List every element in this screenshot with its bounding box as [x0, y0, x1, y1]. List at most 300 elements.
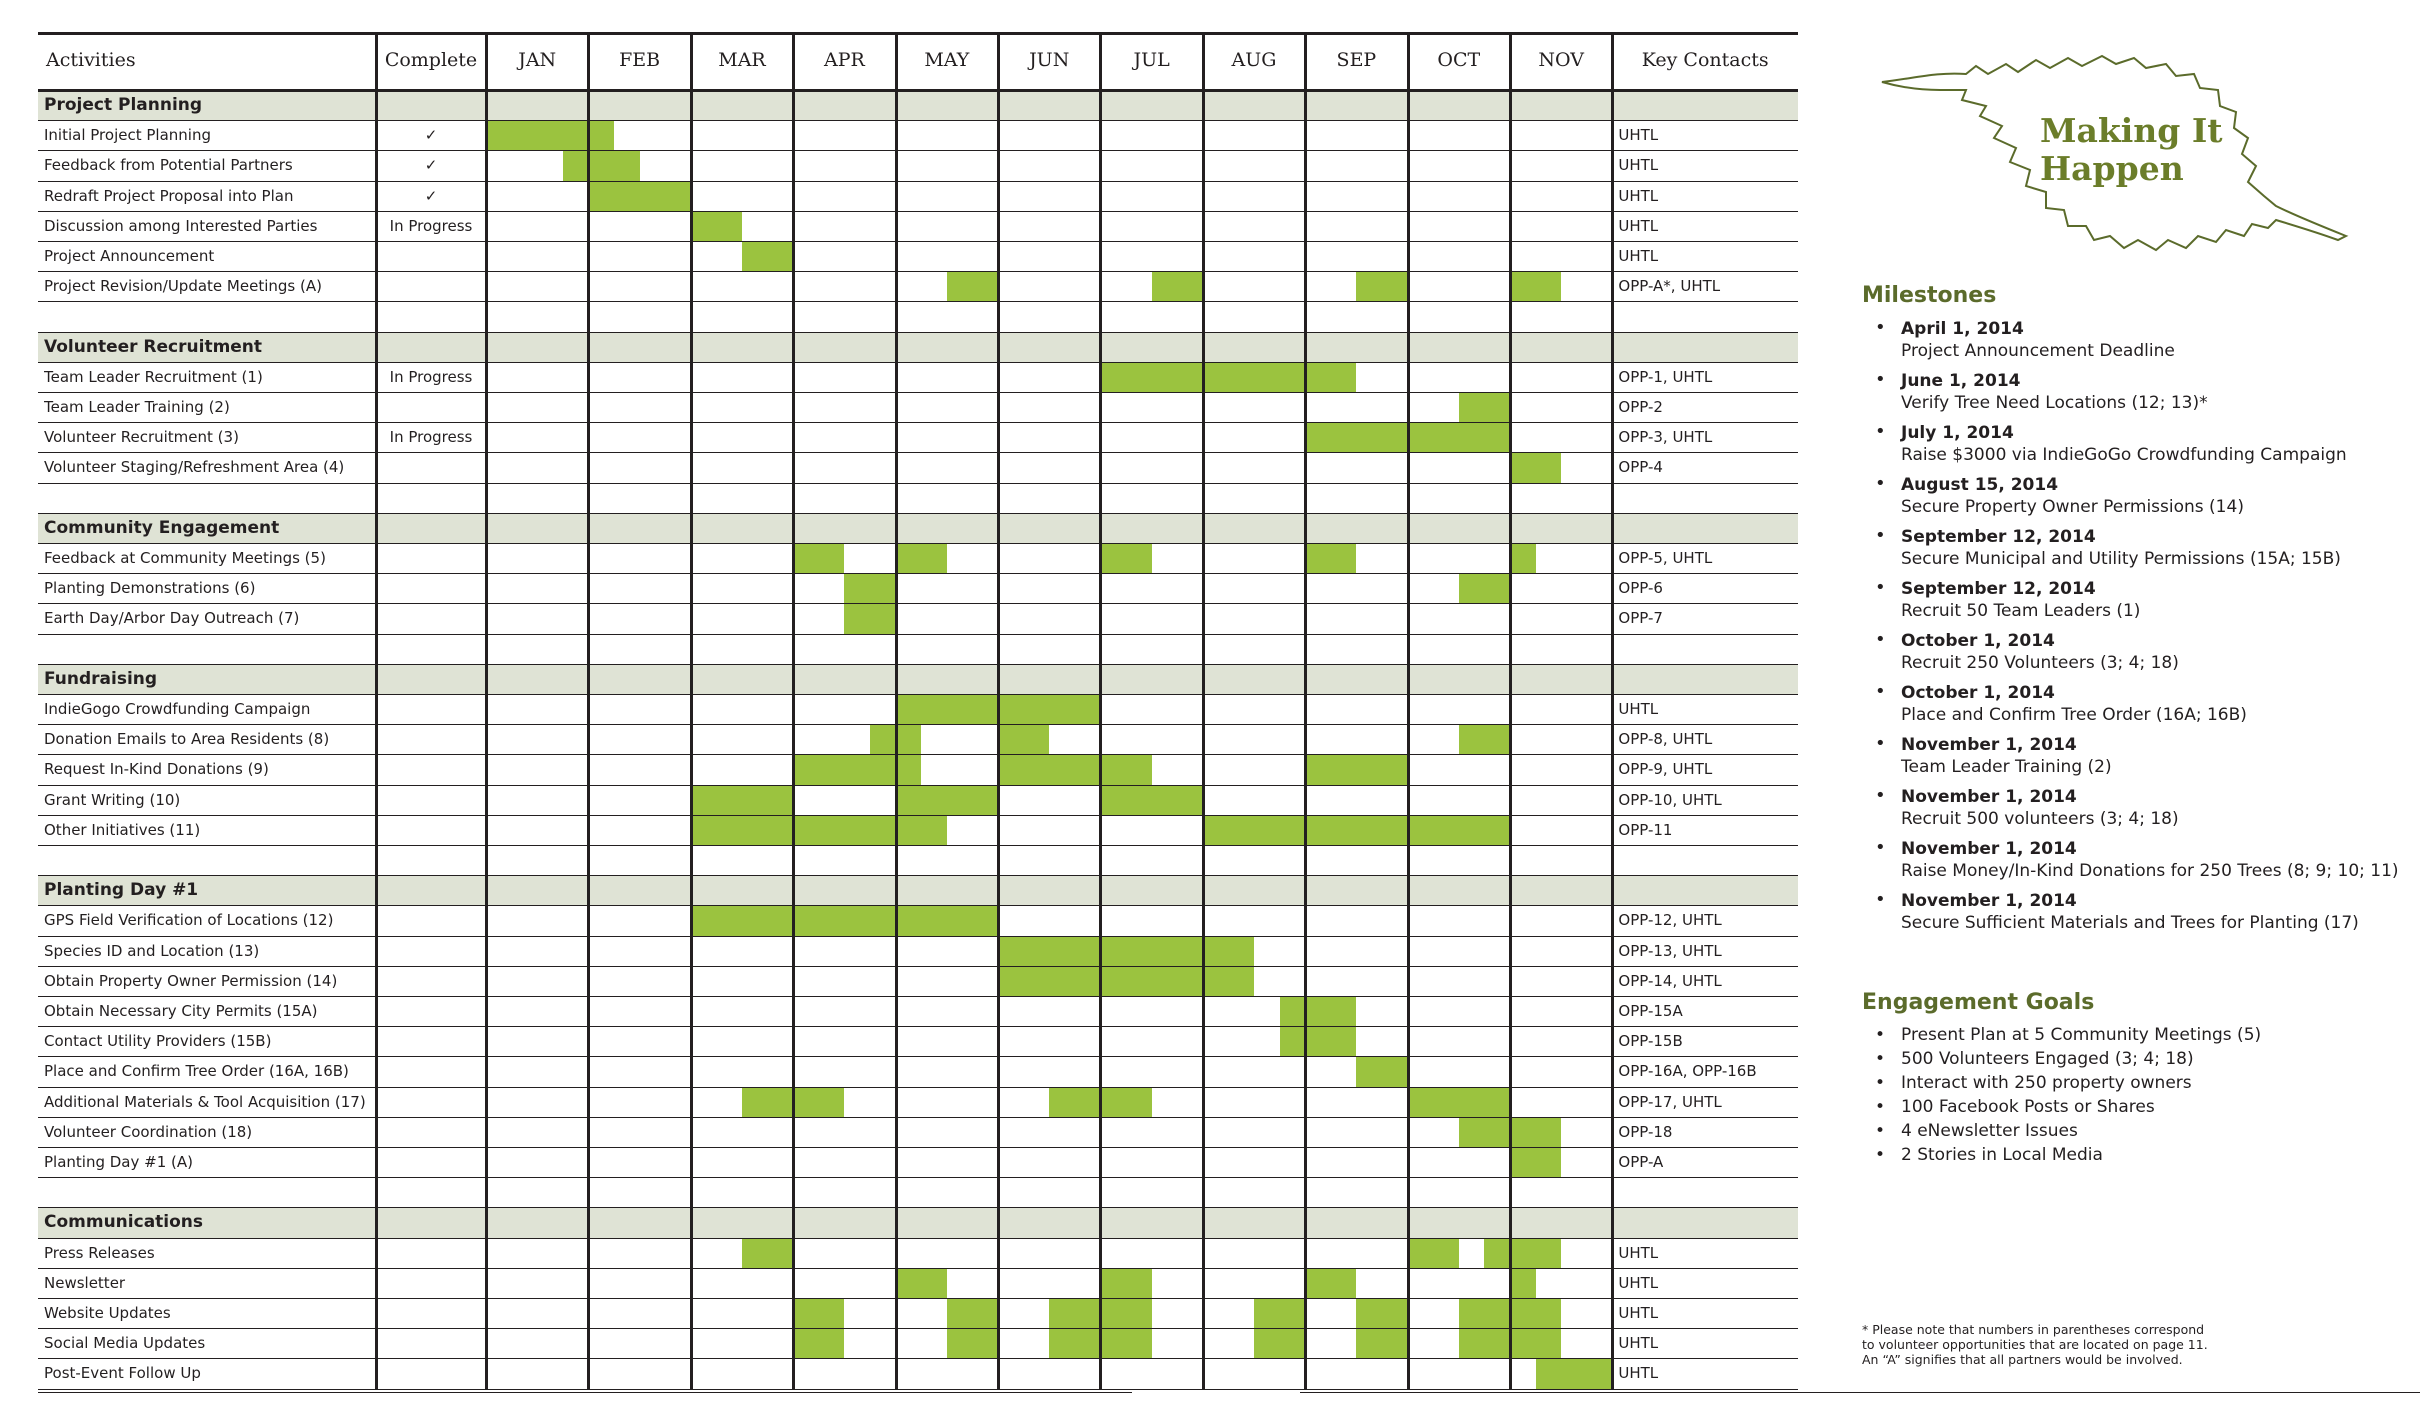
bullet-icon: •	[1875, 785, 1886, 806]
grid-line	[38, 845, 1798, 846]
timeline-bar	[1356, 1299, 1407, 1328]
timeline-bar	[742, 242, 793, 271]
activity-label: Discussion among Interested Parties	[44, 216, 318, 235]
timeline-bar	[1305, 1269, 1356, 1298]
milestone-date: September 12, 2014	[1901, 579, 2096, 599]
activity-label: Additional Materials & Tool Acquisition (17)	[44, 1092, 366, 1111]
bullet-icon: •	[1875, 317, 1886, 338]
timeline-bar	[1459, 725, 1510, 754]
activity-label: Feedback from Potential Partners	[44, 156, 293, 175]
grid-line	[38, 785, 1798, 786]
grid-line	[38, 1117, 1798, 1118]
timeline-bar	[1459, 393, 1510, 422]
milestone-item	[1875, 734, 2415, 778]
milestone-date: July 1, 2014	[1901, 423, 2014, 443]
footnote	[1862, 1322, 2252, 1367]
milestone-item	[1875, 578, 2415, 622]
timeline-bar	[1510, 544, 1536, 573]
timeline-bar	[1510, 272, 1561, 301]
timeline-bar	[947, 1329, 998, 1358]
complete-status	[376, 1358, 486, 1388]
complete-status	[376, 543, 486, 573]
complete-status	[376, 241, 486, 271]
timeline-bar	[691, 906, 998, 935]
grid-line	[38, 120, 1798, 121]
complete-status: In Progress	[389, 367, 473, 386]
milestone-text: Recruit 250 Volunteers (3; 4; 18)	[1901, 653, 2179, 673]
key-contact: OPP-4	[1618, 458, 1663, 477]
complete-status	[376, 392, 486, 422]
timeline-bar	[793, 544, 844, 573]
grid-line	[38, 483, 1798, 484]
milestone-text: Recruit 500 volunteers (3; 4; 18)	[1901, 809, 2179, 829]
complete-status	[376, 1328, 486, 1358]
header-month: JUL	[1133, 49, 1170, 72]
timeline-bar	[1100, 363, 1356, 392]
complete-status	[376, 573, 486, 603]
goal-text: Present Plan at 5 Community Meetings (5)	[1901, 1025, 2262, 1045]
milestone-text: Place and Confirm Tree Order (16A; 16B)	[1901, 705, 2247, 725]
complete-status	[376, 271, 486, 301]
bullet-icon: •	[1875, 577, 1886, 598]
grid-line	[38, 603, 1798, 604]
timeline-bar	[844, 604, 895, 633]
grid-line	[38, 936, 1798, 937]
timeline-bar	[1510, 1269, 1536, 1298]
grid-line	[38, 905, 1798, 906]
grid-line	[38, 32, 1798, 35]
grid-line	[587, 32, 590, 1389]
grid-line	[38, 1207, 1798, 1208]
grid-line	[1202, 32, 1205, 1389]
grid-line	[38, 392, 1798, 393]
milestone-date: April 1, 2014	[1901, 319, 2024, 339]
complete-status	[376, 1117, 486, 1147]
milestone-text: Raise Money/In-Kind Donations for 250 Trees (8; 9; 10; 11)	[1901, 861, 2399, 881]
timeline-bar	[896, 544, 947, 573]
section-title: Fundraising	[44, 668, 158, 689]
complete-status	[376, 694, 486, 724]
activity-label: Donation Emails to Area Residents (8)	[44, 730, 330, 749]
header-month: JUN	[1029, 49, 1070, 72]
grid-line	[38, 422, 1798, 423]
grid-line	[38, 815, 1798, 816]
engagement-goals-heading: Engagement Goals	[1862, 990, 2095, 1015]
timeline-bar	[1459, 574, 1510, 603]
milestone-item	[1875, 682, 2415, 726]
grid-line	[38, 1389, 1798, 1390]
grid-line	[38, 1177, 1798, 1178]
grid-line	[38, 1147, 1798, 1148]
key-contact: OPP-11	[1618, 820, 1673, 839]
timeline-bar	[1280, 997, 1357, 1026]
key-contact: OPP-9, UHTL	[1618, 760, 1713, 779]
header-month: APR	[823, 49, 865, 72]
section-title: Project Planning	[44, 95, 203, 116]
goal-item	[1875, 1095, 2415, 1119]
timeline-bar	[1100, 544, 1151, 573]
timeline-bar	[896, 1269, 947, 1298]
milestone-date: September 12, 2014	[1901, 527, 2096, 547]
grid-line	[38, 966, 1798, 967]
header-month: MAY	[924, 49, 970, 72]
grid-line	[38, 543, 1798, 544]
timeline-bar	[1356, 272, 1407, 301]
grid-line	[38, 1268, 1798, 1269]
complete-status	[376, 966, 486, 996]
key-contact: OPP-8, UHTL	[1618, 730, 1713, 749]
timeline-bar	[1305, 544, 1356, 573]
activity-label: Project Announcement	[44, 247, 215, 266]
bullet-icon: •	[1875, 1145, 1886, 1165]
milestone-date: November 1, 2014	[1901, 891, 2077, 911]
timeline-bar	[793, 1299, 844, 1328]
timeline-bar	[1100, 1269, 1151, 1298]
timeline-bar	[1305, 755, 1407, 784]
bottom-rule	[1300, 1392, 2420, 1393]
activity-label: Place and Confirm Tree Order (16A, 16B)	[44, 1062, 349, 1081]
milestone-date: October 1, 2014	[1901, 631, 2055, 651]
grid-line	[690, 32, 693, 1389]
grid-line	[38, 301, 1798, 302]
activity-label: Other Initiatives (11)	[44, 820, 201, 839]
section-title: Planting Day #1	[44, 880, 199, 901]
bullet-icon: •	[1875, 1049, 1886, 1069]
grid-line	[38, 332, 1798, 333]
leaf-title-line2: Happen	[2040, 149, 2184, 188]
timeline-bar	[1100, 1329, 1151, 1358]
complete-status	[376, 936, 486, 966]
key-contact: OPP-A	[1618, 1153, 1664, 1172]
key-contact: UHTL	[1618, 1243, 1659, 1262]
grid-line	[38, 513, 1798, 514]
key-contact: OPP-18	[1618, 1122, 1673, 1141]
milestone-date: November 1, 2014	[1901, 787, 2077, 807]
grid-line	[38, 1358, 1798, 1359]
key-contact: UHTL	[1618, 216, 1659, 235]
timeline-bar	[1510, 1299, 1561, 1328]
activity-label: Obtain Necessary City Permits (15A)	[44, 1002, 318, 1021]
complete-status	[376, 1238, 486, 1268]
milestone-item	[1875, 474, 2415, 518]
bullet-icon: •	[1875, 629, 1886, 650]
bullet-icon: •	[1875, 1097, 1886, 1117]
grid-line	[38, 573, 1798, 574]
complete-status: In Progress	[389, 428, 473, 447]
timeline-bar	[1408, 1088, 1510, 1117]
complete-status	[376, 1147, 486, 1177]
timeline-bar	[896, 786, 998, 815]
grid-line	[38, 271, 1798, 272]
key-contact: OPP-3, UHTL	[1618, 428, 1713, 447]
section-title: Communications	[44, 1212, 204, 1233]
timeline-bar	[998, 967, 1254, 996]
timeline-bar	[1459, 1299, 1510, 1328]
grid-line	[895, 32, 898, 1389]
milestone-text: Secure Sufficient Materials and Trees for Planting (17)	[1901, 913, 2359, 933]
key-contact: OPP-17, UHTL	[1618, 1092, 1722, 1111]
key-contact: OPP-2	[1618, 398, 1663, 417]
header-key-contacts: Key Contacts	[1641, 49, 1769, 72]
key-contact: OPP-6	[1618, 579, 1663, 598]
milestone-item	[1875, 630, 2415, 674]
grid-line	[38, 150, 1798, 151]
bullet-icon: •	[1875, 889, 1886, 910]
timeline-bar	[793, 755, 921, 784]
milestone-date: June 1, 2014	[1901, 371, 2021, 391]
complete-status	[376, 1026, 486, 1056]
bullet-icon: •	[1875, 421, 1886, 442]
milestone-item	[1875, 422, 2415, 466]
grid-line	[38, 211, 1798, 212]
activity-label: GPS Field Verification of Locations (12)	[44, 911, 334, 930]
timeline-bar	[1049, 1329, 1100, 1358]
key-contact: UHTL	[1618, 1273, 1659, 1292]
activity-label: Initial Project Planning	[44, 126, 211, 145]
grid-line	[38, 634, 1798, 635]
activity-label: Planting Day #1 (A)	[44, 1153, 193, 1172]
grid-line	[1611, 32, 1614, 1389]
key-contact: OPP-A*, UHTL	[1618, 277, 1721, 296]
goal-text: 2 Stories in Local Media	[1901, 1145, 2103, 1165]
key-contact: OPP-15B	[1618, 1032, 1683, 1051]
header-month: JAN	[518, 49, 557, 72]
bullet-icon: •	[1875, 1025, 1886, 1045]
grid-line	[1509, 32, 1512, 1389]
key-contact: UHTL	[1618, 700, 1659, 719]
bullet-icon: •	[1875, 473, 1886, 494]
activity-label: Team Leader Recruitment (1)	[44, 367, 263, 386]
grid-line	[375, 32, 378, 1389]
goal-text: 100 Facebook Posts or Shares	[1901, 1097, 2155, 1117]
engagement-goals-list	[1875, 1023, 2415, 1167]
timeline-bar	[1254, 1299, 1305, 1328]
grid-line	[1304, 32, 1307, 1389]
key-contact: OPP-5, UHTL	[1618, 549, 1713, 568]
timeline-bar	[998, 755, 1152, 784]
milestone-text: Recruit 50 Team Leaders (1)	[1901, 601, 2141, 621]
key-contact: OPP-1, UHTL	[1618, 367, 1713, 386]
goal-text: 500 Volunteers Engaged (3; 4; 18)	[1901, 1049, 2194, 1069]
grid-line	[38, 754, 1798, 755]
timeline-bar	[1510, 1148, 1561, 1177]
timeline-bar	[947, 1299, 998, 1328]
key-contact: OPP-13, UHTL	[1618, 941, 1722, 960]
grid-line	[38, 1026, 1798, 1027]
grid-line	[38, 1238, 1798, 1239]
timeline-bar	[1152, 272, 1203, 301]
timeline-bar	[1356, 1329, 1407, 1358]
bullet-icon: •	[1875, 1073, 1886, 1093]
leaf-title-line1: Making It	[2040, 111, 2223, 150]
complete-status	[376, 1298, 486, 1328]
activity-label: Obtain Property Owner Permission (14)	[44, 971, 338, 990]
key-contact: OPP-14, UHTL	[1618, 971, 1722, 990]
grid-line	[38, 1328, 1798, 1329]
goal-item	[1875, 1071, 2415, 1095]
grid-line	[38, 996, 1798, 997]
milestone-item	[1875, 370, 2415, 414]
grid-line	[1407, 32, 1410, 1389]
key-contact: UHTL	[1618, 186, 1659, 205]
grid-line	[38, 362, 1798, 363]
timeline-bar	[1100, 1299, 1151, 1328]
activity-label: Press Releases	[44, 1243, 155, 1262]
grid-line	[38, 875, 1798, 876]
complete-status: In Progress	[389, 216, 473, 235]
activity-label: Redraft Project Proposal into Plan	[44, 186, 294, 205]
timeline-bar	[1510, 453, 1561, 482]
key-contact: OPP-15A	[1618, 1002, 1683, 1021]
bullet-icon: •	[1875, 733, 1886, 754]
timeline-bar	[588, 182, 690, 211]
timeline-bar	[998, 937, 1254, 966]
header-month: AUG	[1231, 49, 1277, 72]
grid-line	[38, 664, 1798, 665]
milestone-item	[1875, 318, 2415, 362]
milestone-date: August 15, 2014	[1901, 475, 2059, 495]
header-month: SEP	[1336, 49, 1377, 72]
complete-status	[376, 724, 486, 754]
key-contact: UHTL	[1618, 247, 1659, 266]
goal-item	[1875, 1047, 2415, 1071]
bullet-icon: •	[1875, 837, 1886, 858]
activity-label: IndieGogo Crowdfunding Campaign	[44, 700, 311, 719]
timeline-bar	[1510, 1329, 1561, 1358]
complete-status: ✓	[424, 186, 438, 205]
header-month: MAR	[718, 49, 766, 72]
complete-status	[376, 905, 486, 935]
grid-line	[38, 452, 1798, 453]
bullet-icon: •	[1875, 525, 1886, 546]
activity-label: Request In-Kind Donations (9)	[44, 760, 269, 779]
timeline-bar	[1408, 1239, 1459, 1268]
complete-status	[376, 603, 486, 633]
key-contact: UHTL	[1618, 156, 1659, 175]
goal-item	[1875, 1143, 2415, 1167]
activity-label: Team Leader Training (2)	[44, 398, 230, 417]
goal-text: Interact with 250 property owners	[1901, 1073, 2192, 1093]
activity-label: Post-Event Follow Up	[44, 1364, 201, 1383]
timeline-bar	[844, 574, 895, 603]
complete-status	[376, 1087, 486, 1117]
activity-label: Volunteer Coordination (18)	[44, 1122, 253, 1141]
complete-status	[376, 754, 486, 784]
bullet-icon: •	[1875, 369, 1886, 390]
header-complete: Complete	[384, 49, 478, 72]
milestone-text: Project Announcement Deadline	[1901, 341, 2175, 361]
grid-line	[38, 181, 1798, 182]
footnote-line: * Please note that numbers in parentheses correspond	[1862, 1322, 2205, 1337]
header-month: NOV	[1538, 49, 1584, 72]
milestone-text: Team Leader Training (2)	[1901, 757, 2112, 777]
complete-status	[376, 452, 486, 482]
grid-line	[38, 724, 1798, 725]
key-contact: OPP-16A, OPP-16B	[1618, 1062, 1757, 1081]
complete-status: ✓	[424, 126, 438, 145]
timeline-bar	[793, 1329, 844, 1358]
timeline-bar	[742, 1239, 793, 1268]
complete-status	[376, 1056, 486, 1086]
milestones-list	[1875, 318, 2415, 942]
timeline-bar	[1536, 1359, 1613, 1388]
footnote-line: to volunteer opportunities that are located on page 11.	[1862, 1337, 2208, 1352]
complete-status	[376, 785, 486, 815]
grid-line	[38, 694, 1798, 695]
grid-line	[38, 1087, 1798, 1088]
timeline-bar	[1100, 786, 1202, 815]
key-contact: UHTL	[1618, 1304, 1659, 1323]
timeline-bar	[1459, 1329, 1510, 1358]
milestone-text: Secure Property Owner Permissions (14)	[1901, 497, 2244, 517]
timeline-bar	[691, 212, 742, 241]
timeline-bar	[1280, 1027, 1357, 1056]
key-contact: OPP-12, UHTL	[1618, 911, 1722, 930]
timeline-bar	[691, 816, 947, 845]
activity-label: Grant Writing (10)	[44, 790, 181, 809]
milestone-text: Verify Tree Need Locations (12; 13)*	[1901, 393, 2208, 413]
timeline-bar	[1484, 1239, 1561, 1268]
milestone-text: Raise $3000 via IndieGoGo Crowdfunding Campaign	[1901, 445, 2347, 465]
grid-line	[38, 89, 1798, 92]
complete-status	[376, 815, 486, 845]
milestones-heading: Milestones	[1862, 283, 1997, 308]
key-contact: UHTL	[1618, 1334, 1659, 1353]
activity-label: Project Revision/Update Meetings (A)	[44, 277, 322, 296]
complete-status: ✓	[424, 156, 438, 175]
leaf-title	[2040, 112, 2260, 188]
timeline-bar	[947, 272, 998, 301]
activity-label: Social Media Updates	[44, 1334, 206, 1353]
activity-label: Website Updates	[44, 1304, 171, 1323]
bullet-icon: •	[1875, 1121, 1886, 1141]
header-month: FEB	[619, 49, 661, 72]
key-contact: OPP-7	[1618, 609, 1663, 628]
grid-line	[38, 241, 1798, 242]
timeline-bar	[1049, 1299, 1100, 1328]
complete-status	[376, 996, 486, 1026]
milestone-item	[1875, 786, 2415, 830]
key-contact: UHTL	[1618, 1364, 1659, 1383]
grid-line	[792, 32, 795, 1389]
activity-label: Species ID and Location (13)	[44, 941, 260, 960]
activity-label: Contact Utility Providers (15B)	[44, 1032, 272, 1051]
milestone-date: November 1, 2014	[1901, 735, 2077, 755]
key-contact: OPP-10, UHTL	[1618, 790, 1722, 809]
grid-line	[485, 32, 488, 1389]
timeline-bar	[1254, 1329, 1305, 1358]
milestone-item	[1875, 526, 2415, 570]
timeline-bar	[1203, 816, 1510, 845]
timeline-bar	[998, 725, 1049, 754]
grid-line	[38, 1298, 1798, 1299]
header-activities: Activities	[46, 49, 136, 72]
activity-label: Planting Demonstrations (6)	[44, 579, 256, 598]
bottom-rule	[38, 1392, 1132, 1393]
goal-text: 4 eNewsletter Issues	[1901, 1121, 2078, 1141]
key-contact: UHTL	[1618, 126, 1659, 145]
milestone-text: Secure Municipal and Utility Permissions (15A; 15B)	[1901, 549, 2341, 569]
grid-line	[997, 32, 1000, 1389]
goal-item	[1875, 1023, 2415, 1047]
header-month: OCT	[1437, 49, 1481, 72]
activity-label: Feedback at Community Meetings (5)	[44, 549, 326, 568]
grid-line	[1099, 32, 1102, 1389]
section-title: Community Engagement	[44, 517, 280, 538]
milestone-item	[1875, 838, 2415, 882]
activity-label: Newsletter	[44, 1273, 126, 1292]
activity-label: Earth Day/Arbor Day Outreach (7)	[44, 609, 300, 628]
